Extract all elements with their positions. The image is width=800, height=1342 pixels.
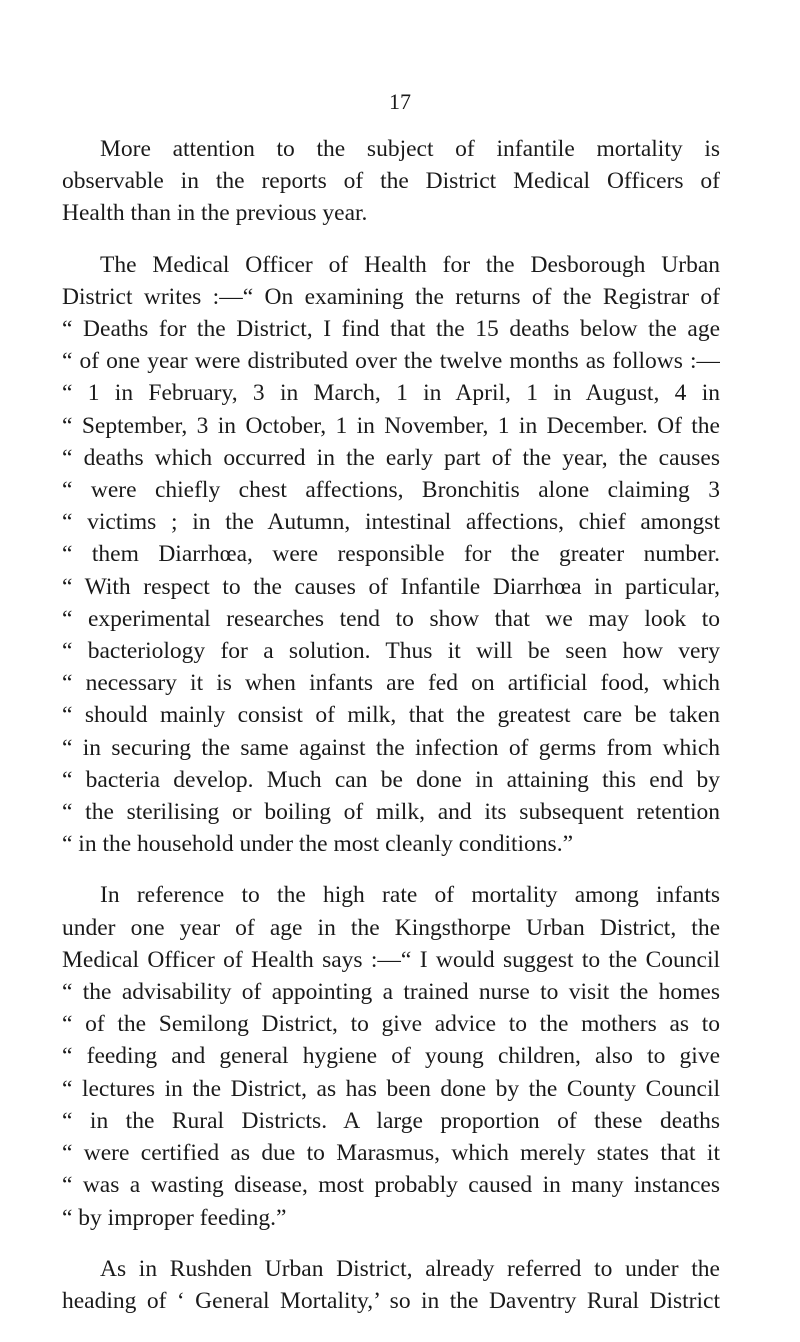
text-line: As in Rushden Urban District, already referred to under the — [100, 1255, 720, 1282]
text-line: “ of one year were distributed over the twelve months as follows :— — [62, 348, 720, 375]
text-line: “ 1 in February, 3 in March, 1 in April, 1 in August, 4 in — [62, 380, 720, 407]
text-line: “ were chiefly chest affections, Bronchitis alone claiming 3 — [62, 477, 720, 504]
text-line: “ With respect to the causes of Infantile Diarrhœa in particular, — [62, 573, 720, 600]
text-line: “ victims ; in the Autumn, intestinal affections, chief amongst — [62, 509, 720, 536]
text-line: “ in the Rural Districts. A large proportion of these deaths — [62, 1107, 720, 1134]
page-number: 17 — [389, 89, 411, 114]
text-line: “ them Diarrhœa, were responsible for the greater number. — [62, 541, 720, 568]
text-line: “ the sterilising or boiling of milk, and its subsequent retention — [62, 799, 720, 826]
text-line: “ were certified as due to Marasmus, which merely states that it — [62, 1140, 720, 1167]
text-line: heading of ‘ General Mortality,’ so in the Daventry Rural District — [62, 1287, 720, 1314]
text-line: More attention to the subject of infantile mortality is — [100, 136, 720, 162]
text-line: “ by improper feeding.” — [62, 1204, 287, 1231]
text-line: “ necessary it is when infants are fed on artificial food, which — [62, 670, 720, 697]
text-line: District writes :—“ On examining the returns of the Registrar of — [62, 283, 720, 310]
text-line: Medical Officer of Health says :—“ I would suggest to the Council — [62, 946, 720, 973]
text-line: “ of the Semilong District, to give advice to the mothers as to — [62, 1011, 720, 1038]
text-line: “ feeding and general hygiene of young children, also to give — [62, 1043, 720, 1070]
paragraph — [62, 1253, 720, 1317]
paragraph — [62, 249, 720, 861]
text-line: The Medical Officer of Health for the Desborough Urban — [100, 251, 720, 278]
body-text — [62, 133, 720, 1317]
text-line: “ the advisability of appointing a trained nurse to visit the homes — [62, 979, 720, 1006]
text-line: “ bacteria develop. Much can be done in attaining this end by — [62, 766, 720, 793]
text-line: “ Deaths for the District, I find that the 15 deaths below the age — [62, 316, 720, 343]
text-line: “ September, 3 in October, 1 in November, 1 in December. Of the — [62, 412, 720, 439]
text-line: observable in the reports of the District Medical Officers of — [62, 168, 720, 195]
text-line: “ deaths which occurred in the early part of the year, the causes — [62, 444, 720, 471]
paragraph-gap — [62, 230, 720, 249]
text-line: “ should mainly consist of milk, that the greatest care be taken — [62, 702, 720, 729]
paragraph-gap — [62, 1234, 720, 1253]
text-line: “ bacteriology for a solution. Thus it will be seen how very — [62, 638, 720, 665]
text-line: “ in the household under the most cleanly conditions.” — [62, 831, 574, 858]
text-line: Health than in the previous year. — [62, 200, 368, 227]
paragraph-gap — [62, 860, 720, 879]
text-line: “ experimental researches tend to show that we may look to — [62, 605, 720, 632]
text-line: “ in securing the same against the infection of germs from which — [62, 734, 720, 761]
paragraph — [62, 133, 720, 230]
text-line: “ was a wasting disease, most probably caused in many instances — [62, 1172, 720, 1199]
text-line: In reference to the high rate of mortality among infants — [100, 882, 720, 909]
text-line: under one year of age in the Kingsthorpe Urban District, the — [62, 914, 720, 941]
paragraph — [62, 879, 720, 1233]
text-line: “ lectures in the District, as has been done by the County Council — [62, 1075, 720, 1102]
